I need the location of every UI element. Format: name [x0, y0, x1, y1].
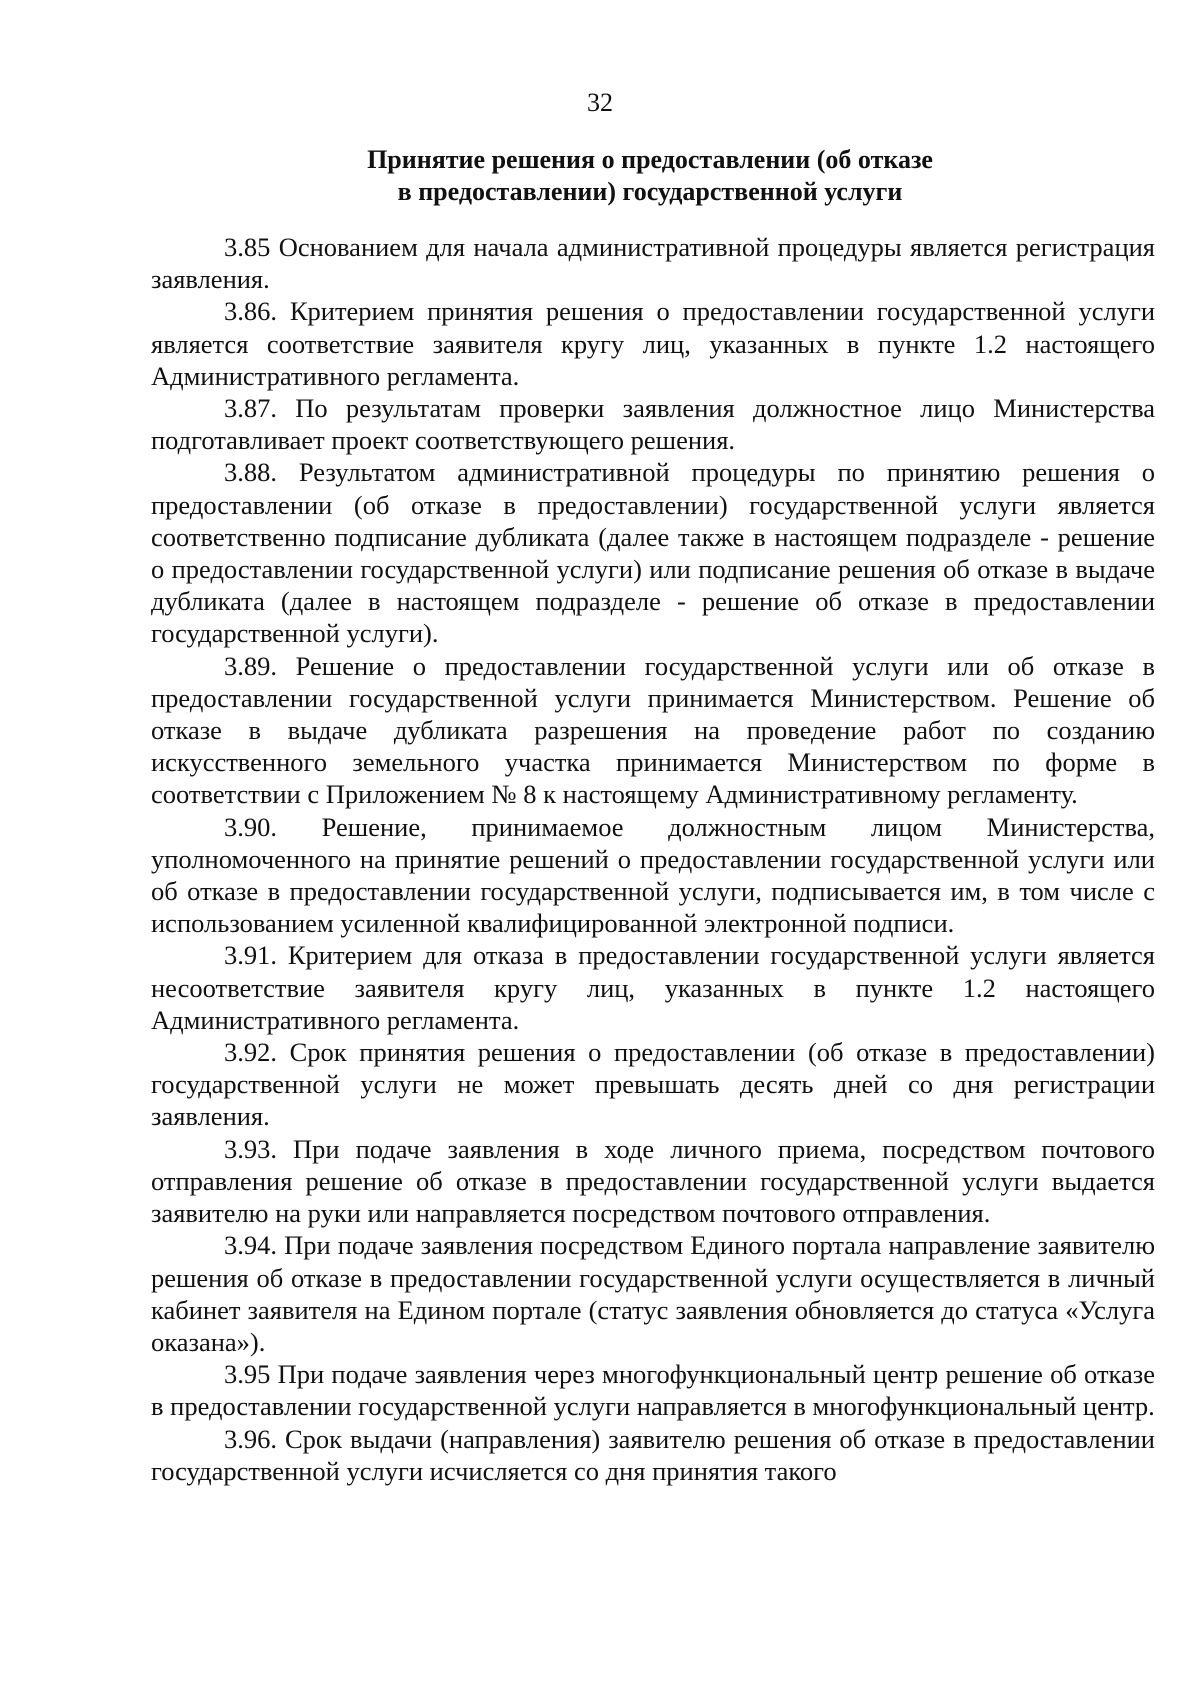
paragraph-3-93: 3.93. При подаче заявления в ходе личного приема, посредством почтового отправления решение об отказе в предоставлении государственной услуги выдается заявителю на руки или направляется посредством почтового отправления.	[151, 1133, 1155, 1229]
paragraph-3-96: 3.96. Срок выдачи (направления) заявителю решения об отказе в предоставлении государственной услуги исчисляется со дня принятия такого	[151, 1423, 1155, 1486]
paragraph-3-88: 3.88. Результатом административной процедуры по принятию решения о предоставлении (об отказе в предоставлении) государственной услуги является соответственно подписание дубликата (далее также в настоящем подразделе - решение о предоставлении государственной услуги) или подписание решения об отказе в выдаче дубликата (далее в настоящем подразделе - решение об отказе в предоставлении государственной услуги).	[151, 457, 1155, 649]
section-title	[150, 144, 1150, 208]
paragraph-3-87: 3.87. По результатам проверки заявления должностное лицо Министерства подготавливает проект соответствующего решения.	[151, 393, 1155, 456]
paragraph-3-89: 3.89. Решение о предоставлении государственной услуги или об отказе в предоставлении государственной услуги принимается Министерством. Решение об отказе в выдаче дубликата разрешения на проведение работ по созданию искусственного земельного участка принимается Министерством по форме в соответствии с Приложением № 8 к настоящему Административному регламенту.	[151, 650, 1155, 810]
paragraph-3-95: 3.95 При подаче заявления через многофункциональный центр решение об отказе в предоставлении государственной услуги направляется в многофункциональный центр.	[151, 1359, 1155, 1422]
section-title-line-1: Принятие решения о предоставлении (об отказе	[367, 145, 933, 174]
paragraph-3-91: 3.91. Критерием для отказа в предоставлении государственной услуги является несоответствие заявителя кругу лиц, указанных в пункте 1.2 настоящего Административного регламента.	[151, 940, 1155, 1035]
document-body	[151, 231, 1155, 1487]
paragraph-3-85: 3.85 Основанием для начала административной процедуры является регистрация заявления.	[151, 232, 1155, 295]
page-number: 32	[587, 88, 613, 117]
paragraph-3-86: 3.86. Критерием принятия решения о предоставлении государственной услуги является соответствие заявителя кругу лиц, указанных в пункте 1.2 настоящего Административного регламента.	[151, 296, 1155, 391]
section-title-line-2: в предоставлении) государственной услуги	[397, 177, 903, 206]
paragraph-3-92: 3.92. Срок принятия решения о предоставлении (об отказе в предоставлении) государственной услуги не может превышать десять дней со дня регистрации заявления.	[151, 1037, 1155, 1132]
paragraph-3-90: 3.90. Решение, принимаемое должностным лицом Министерства, уполномоченного на принятие решений о предоставлении государственной услуги или об отказе в предоставлении государственной услуги, подписывается им, в том числе с использованием усиленной квалифицированной электронной подписи.	[151, 811, 1155, 939]
paragraph-3-94: 3.94. При подаче заявления посредством Единого портала направление заявителю решения об отказе в предоставлении государственной услуги осуществляется в личный кабинет заявителя на Едином портале (статус заявления обновляется до статуса «Услуга оказана»).	[151, 1230, 1155, 1357]
